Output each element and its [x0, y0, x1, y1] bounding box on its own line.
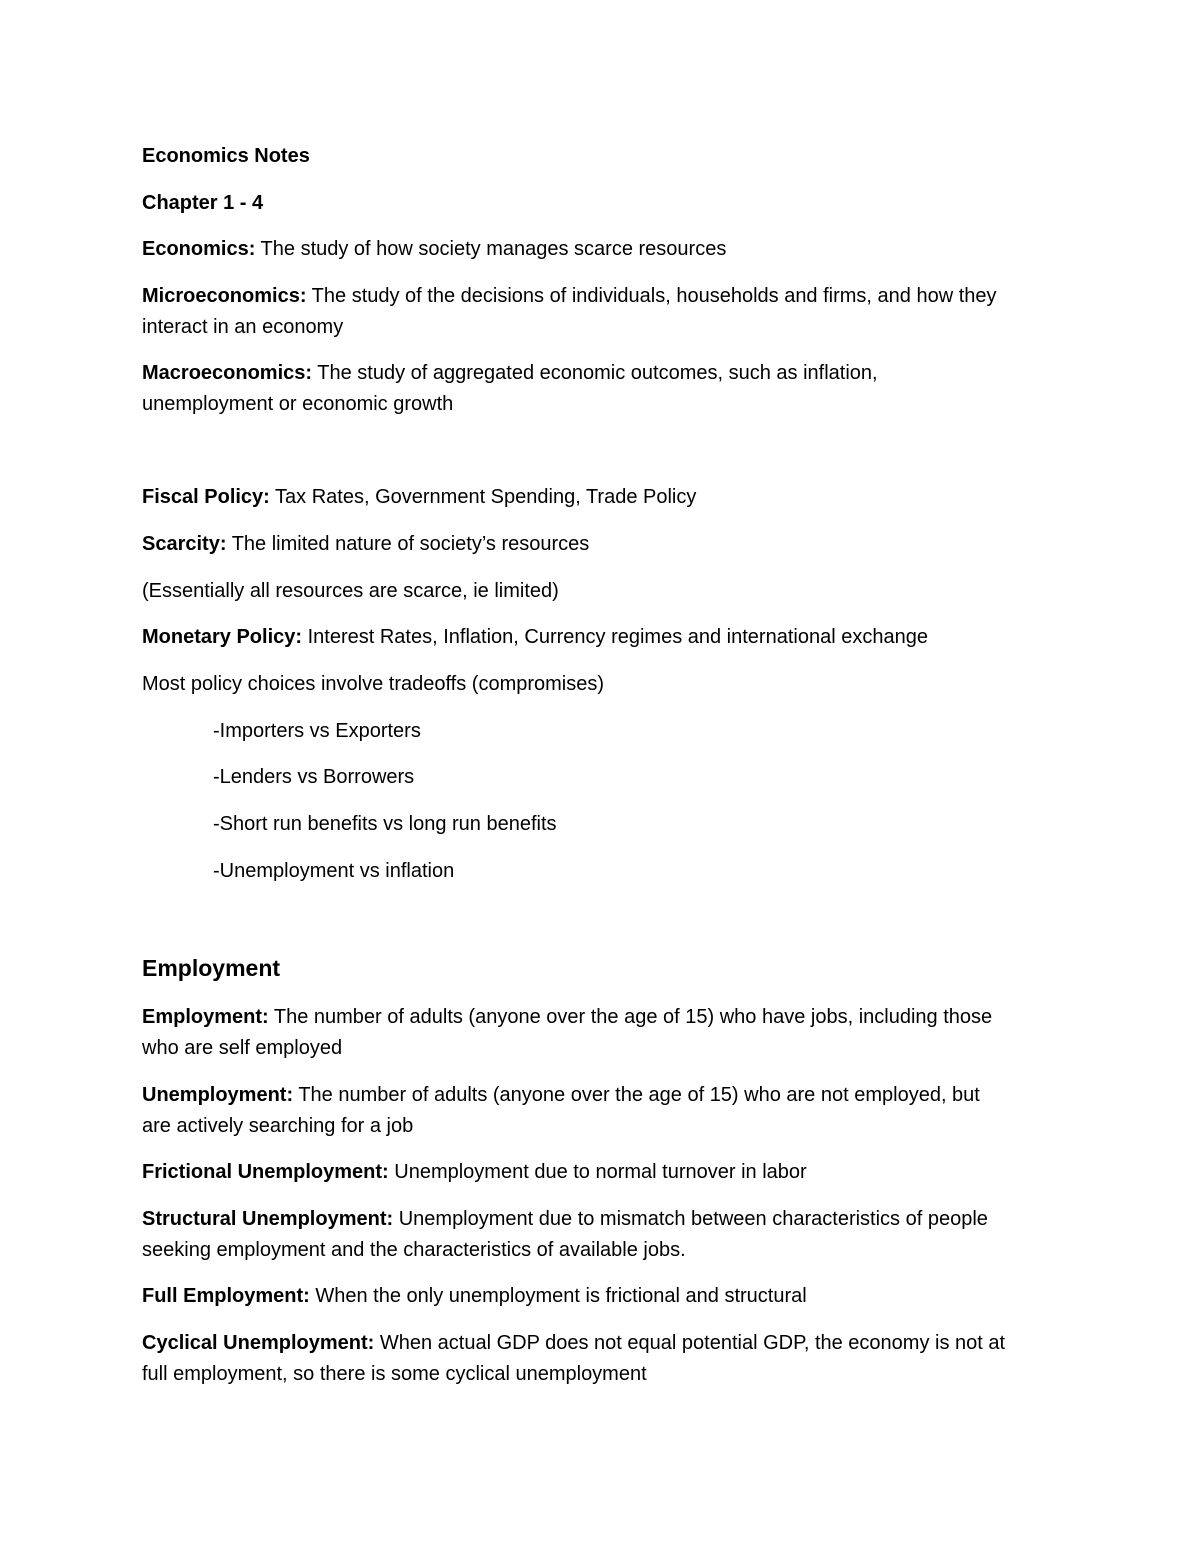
definition-text: The limited nature of society’s resources: [226, 533, 590, 555]
definition-continuation: are actively searching for a job: [142, 1115, 414, 1137]
definition-fiscal-policy: [142, 482, 1072, 513]
definition-monetary-policy: [142, 622, 1072, 653]
definition-term: Unemployment:: [142, 1084, 294, 1106]
definition-text: When the only unemployment is frictional and structural: [309, 1285, 807, 1307]
definition-continuation: unemployment or economic growth: [142, 393, 454, 415]
definition-term: Full Employment:: [142, 1285, 310, 1307]
definition-structural-unemployment: [142, 1204, 1072, 1235]
section-heading-employment: Employment: [142, 955, 281, 981]
definition-full-employment: [142, 1281, 1072, 1312]
tradeoff-item: -Lenders vs Borrowers: [213, 766, 415, 788]
definition-continuation: seeking employment and the characteristics of available jobs.: [142, 1239, 686, 1261]
definition-text: The study of the decisions of individuals, households and firms, and how they: [306, 285, 997, 307]
scarcity-note: (Essentially all resources are scarce, ie limited): [142, 580, 559, 602]
definition-term: Monetary Policy:: [142, 626, 303, 648]
definition-text: The study of how society manages scarce resources: [255, 238, 727, 260]
definition-frictional-unemployment: [142, 1157, 1072, 1188]
definition-text: Tax Rates, Government Spending, Trade Policy: [269, 486, 697, 508]
tradeoff-item: -Unemployment vs inflation: [213, 860, 455, 882]
definition-cyclical-unemployment: [142, 1328, 1072, 1359]
definition-continuation: interact in an economy: [142, 316, 344, 338]
definition-term: Microeconomics:: [142, 285, 307, 307]
definition-text: Unemployment due to normal turnover in labor: [388, 1161, 807, 1183]
definition-term: Cyclical Unemployment:: [142, 1332, 375, 1354]
definition-employment: [142, 1002, 1072, 1033]
tradeoff-item: -Importers vs Exporters: [213, 720, 421, 742]
definition-term: Macroeconomics:: [142, 362, 313, 384]
definition-text: When actual GDP does not equal potential GDP, the economy is not at: [374, 1332, 1006, 1354]
definition-unemployment: [142, 1080, 1072, 1111]
definition-microeconomics: [142, 281, 1072, 312]
chapter-label: Chapter 1 - 4: [142, 192, 264, 214]
definition-term: Economics:: [142, 238, 256, 260]
definition-economics: [142, 234, 1072, 265]
definition-macroeconomics: [142, 358, 1072, 389]
definition-text: The study of aggregated economic outcomes, such as inflation,: [312, 362, 878, 384]
definition-continuation: full employment, so there is some cyclical unemployment: [142, 1363, 647, 1385]
document-title: Economics Notes: [142, 145, 310, 167]
definition-text: Unemployment due to mismatch between characteristics of people: [393, 1208, 988, 1230]
definition-text: The number of adults (anyone over the age of 15) who have jobs, including those: [268, 1006, 993, 1028]
tradeoffs-intro: Most policy choices involve tradeoffs (compromises): [142, 673, 605, 695]
definition-term: Employment:: [142, 1006, 269, 1028]
definition-term: Scarcity:: [142, 533, 227, 555]
definition-scarcity: [142, 529, 1072, 560]
definition-continuation: who are self employed: [142, 1037, 343, 1059]
definition-term: Frictional Unemployment:: [142, 1161, 389, 1183]
definition-text: Interest Rates, Inflation, Currency regimes and international exchange: [302, 626, 928, 648]
tradeoff-item: -Short run benefits vs long run benefits: [213, 813, 557, 835]
definition-term: Structural Unemployment:: [142, 1208, 394, 1230]
definition-term: Fiscal Policy:: [142, 486, 270, 508]
definition-text: The number of adults (anyone over the age of 15) who are not employed, but: [293, 1084, 980, 1106]
